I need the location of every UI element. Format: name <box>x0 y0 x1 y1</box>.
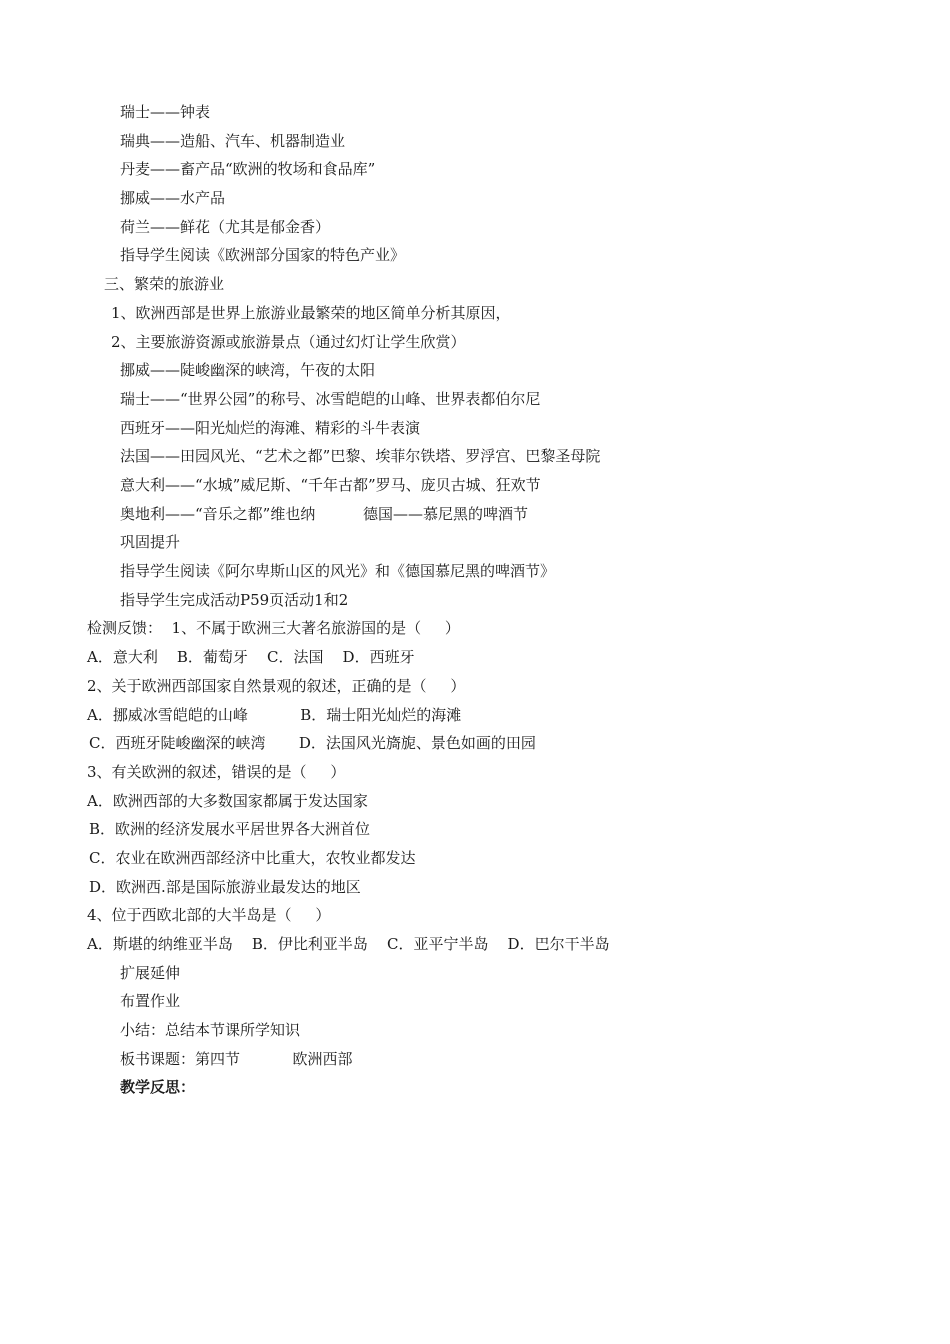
teaching-reflection-heading: 教学反思： <box>120 1078 196 1096</box>
text-line: 西班牙——阳光灿烂的海滩、精彩的斗牛表演 <box>120 419 421 437</box>
question-2-options: A．挪威冰雪皑皑的山峰 B．瑞士阳光灿烂的海滩 <box>87 706 462 724</box>
text-line: 板书课题：第四节 欧洲西部 <box>120 1050 353 1068</box>
text-line: 挪威——水产品 <box>120 189 226 207</box>
text-line: 荷兰——鲜花（尤其是郁金香） <box>120 218 331 236</box>
question-3: 3、有关欧洲的叙述，错误的是（ ） <box>87 763 346 781</box>
text-line: 瑞典——造船、汽车、机器制造业 <box>120 132 346 150</box>
question-2: 2、关于欧洲西部国家自然景观的叙述，正确的是（ ） <box>87 677 466 695</box>
question-1-options: A．意大利 B．葡萄牙 C．法国 D．西班牙 <box>87 648 415 666</box>
question-3-option: A．欧洲西部的大多数国家都属于发达国家 <box>87 792 368 810</box>
text-line: 指导学生阅读《欧洲部分国家的特色产业》 <box>120 246 406 264</box>
question-3-option: B．欧洲的经济发展水平居世界各大洲首位 <box>89 820 371 838</box>
text-line: 瑞士——“世界公园”的称号、冰雪皑皑的山峰、世界表都伯尔尼 <box>120 390 541 408</box>
text-line: 小结：总结本节课所学知识 <box>120 1021 301 1039</box>
text-line: 布置作业 <box>120 992 181 1010</box>
question-4-options: A．斯堪的纳维亚半岛 B．伊比利亚半岛 C．亚平宁半岛 D．巴尔干半岛 <box>87 935 610 953</box>
question-2-options: C．西班牙陡峻幽深的峡湾 D．法国风光旖旎、景色如画的田园 <box>89 734 536 752</box>
text-line: 意大利——“水城”威尼斯、“千年古都”罗马、庞贝古城、狂欢节 <box>120 476 541 494</box>
text-line: 1、欧洲西部是世界上旅游业最繁荣的地区简单分析其原因， <box>111 304 511 322</box>
section-heading: 三、繁荣的旅游业 <box>104 275 225 293</box>
text-line: 奥地利——“音乐之都”维也纳 德国——慕尼黑的啤酒节 <box>120 505 529 523</box>
text-line: 瑞士——钟表 <box>120 103 211 121</box>
text-line: 扩展延伸 <box>120 964 181 982</box>
text-line: 指导学生完成活动P59页活动1和2 <box>120 591 349 609</box>
question-1: 检测反馈： 1、不属于欧洲三大著名旅游国的是（ ） <box>87 619 460 637</box>
text-line: 丹麦——畜产品“欧洲的牧场和食品库” <box>120 160 376 178</box>
text-line: 法国——田园风光、“艺术之都”巴黎、埃菲尔铁塔、罗浮宫、巴黎圣母院 <box>120 447 601 465</box>
text-line: 2、主要旅游资源或旅游景点（通过幻灯让学生欣赏） <box>111 333 466 351</box>
question-4: 4、位于西欧北部的大半岛是（ ） <box>87 906 331 924</box>
text-line: 指导学生阅读《阿尔卑斯山区的风光》和《德国慕尼黑的啤酒节》 <box>120 562 556 580</box>
text-line: 巩固提升 <box>120 533 181 551</box>
question-3-option: C．农业在欧洲西部经济中比重大，农牧业都发达 <box>89 849 416 867</box>
text-line: 挪威——陡峻幽深的峡湾，午夜的太阳 <box>120 361 376 379</box>
question-3-option: D．欧洲西.部是国际旅游业最发达的地区 <box>89 878 361 896</box>
